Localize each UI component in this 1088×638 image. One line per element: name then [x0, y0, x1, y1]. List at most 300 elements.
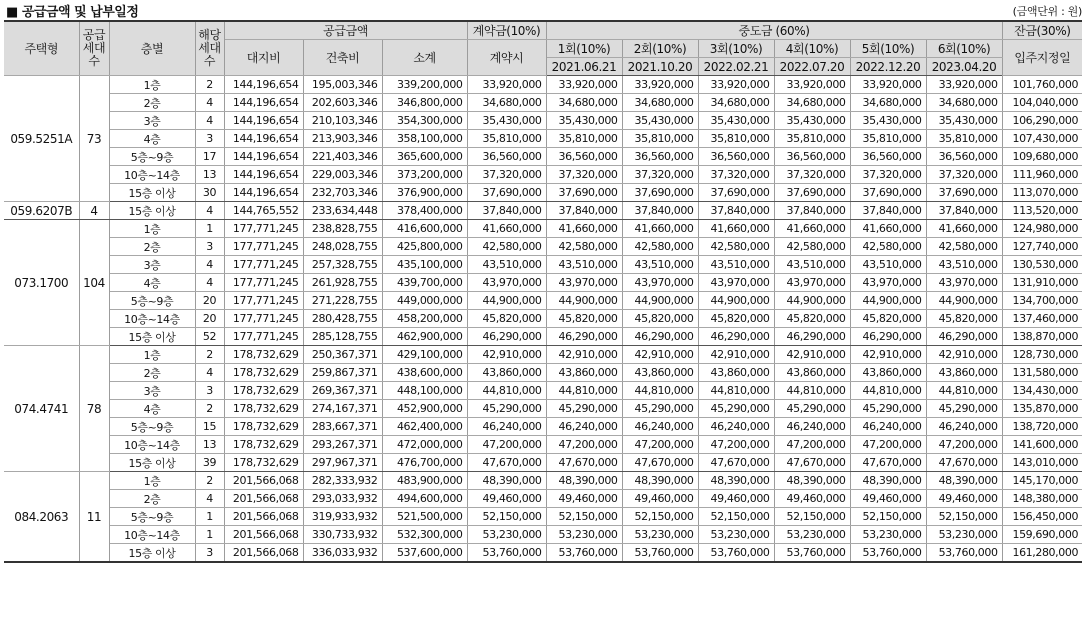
- cell-middle-payment: 45,820,000: [850, 310, 926, 328]
- table-body: [4, 76, 1082, 563]
- cell-deposit: 35,430,000: [467, 112, 546, 130]
- header-type: 주택형: [4, 21, 79, 76]
- cell-middle-payment: 46,240,000: [622, 418, 698, 436]
- cell-land: 144,196,654: [224, 76, 303, 94]
- cell-middle-payment: 37,690,000: [926, 184, 1002, 202]
- table-row: [4, 292, 1082, 310]
- cell-subtotal: 472,000,000: [382, 436, 467, 454]
- cell-middle-payment: 47,200,000: [926, 436, 1002, 454]
- cell-middle-payment: 43,510,000: [622, 256, 698, 274]
- cell-house-type: 059.6207B: [4, 202, 79, 220]
- cell-subtotal: 452,900,000: [382, 400, 467, 418]
- cell-balance: 104,040,000: [1002, 94, 1082, 112]
- cell-subtotal: 416,600,000: [382, 220, 467, 238]
- cell-building: 336,033,932: [303, 544, 382, 563]
- cell-balance: 131,580,000: [1002, 364, 1082, 382]
- cell-building: 210,103,346: [303, 112, 382, 130]
- cell-land: 177,771,245: [224, 256, 303, 274]
- cell-deposit: 45,820,000: [467, 310, 546, 328]
- cell-middle-payment: 33,920,000: [850, 76, 926, 94]
- table-row: [4, 400, 1082, 418]
- cell-middle-payment: 46,290,000: [850, 328, 926, 346]
- cell-subtotal: 449,000,000: [382, 292, 467, 310]
- cell-deposit: 43,970,000: [467, 274, 546, 292]
- cell-deposit: 47,200,000: [467, 436, 546, 454]
- cell-floor: 1층: [109, 220, 195, 238]
- cell-land: 178,732,629: [224, 454, 303, 472]
- cell-house-type: 074.4741: [4, 346, 79, 472]
- cell-middle-payment: 53,760,000: [622, 544, 698, 563]
- cell-units: 20: [195, 292, 224, 310]
- cell-balance: 141,600,000: [1002, 436, 1082, 454]
- cell-middle-payment: 43,970,000: [774, 274, 850, 292]
- cell-middle-payment: 53,760,000: [698, 544, 774, 563]
- cell-middle-payment: 47,200,000: [622, 436, 698, 454]
- cell-middle-payment: 36,560,000: [622, 148, 698, 166]
- cell-middle-payment: 37,320,000: [850, 166, 926, 184]
- header-installment-date: 2023.04.20: [926, 58, 1002, 76]
- cell-middle-payment: 35,430,000: [698, 112, 774, 130]
- cell-deposit: 44,810,000: [467, 382, 546, 400]
- cell-middle-payment: 35,810,000: [926, 130, 1002, 148]
- cell-floor: 1층: [109, 346, 195, 364]
- cell-middle-payment: 41,660,000: [850, 220, 926, 238]
- cell-floor: 3층: [109, 382, 195, 400]
- cell-subtotal: 438,600,000: [382, 364, 467, 382]
- cell-land: 201,566,068: [224, 544, 303, 563]
- cell-middle-payment: 45,820,000: [622, 310, 698, 328]
- table-row: [4, 256, 1082, 274]
- cell-middle-payment: 49,460,000: [774, 490, 850, 508]
- cell-building: 195,003,346: [303, 76, 382, 94]
- cell-supply-units: 78: [79, 346, 109, 472]
- cell-middle-payment: 43,860,000: [774, 364, 850, 382]
- cell-deposit: 49,460,000: [467, 490, 546, 508]
- cell-floor: 2층: [109, 490, 195, 508]
- cell-middle-payment: 52,150,000: [850, 508, 926, 526]
- cell-floor: 5층~9층: [109, 292, 195, 310]
- cell-building: 259,867,371: [303, 364, 382, 382]
- cell-middle-payment: 48,390,000: [546, 472, 622, 490]
- table-row: [4, 130, 1082, 148]
- cell-subtotal: 537,600,000: [382, 544, 467, 563]
- cell-deposit: 48,390,000: [467, 472, 546, 490]
- cell-middle-payment: 43,970,000: [698, 274, 774, 292]
- table-row: [4, 490, 1082, 508]
- cell-middle-payment: 35,430,000: [926, 112, 1002, 130]
- table-row: [4, 544, 1082, 563]
- cell-land: 178,732,629: [224, 382, 303, 400]
- header-installment-label: 1회(10%): [546, 40, 622, 58]
- cell-middle-payment: 52,150,000: [926, 508, 1002, 526]
- header-units: 해당세대수: [195, 21, 224, 76]
- cell-land: 201,566,068: [224, 472, 303, 490]
- cell-units: 4: [195, 94, 224, 112]
- cell-floor: 15층 이상: [109, 202, 195, 220]
- cell-building: 202,603,346: [303, 94, 382, 112]
- cell-units: 4: [195, 112, 224, 130]
- cell-middle-payment: 46,240,000: [698, 418, 774, 436]
- cell-middle-payment: 37,840,000: [546, 202, 622, 220]
- cell-balance: 130,530,000: [1002, 256, 1082, 274]
- cell-middle-payment: 43,510,000: [698, 256, 774, 274]
- cell-middle-payment: 47,200,000: [774, 436, 850, 454]
- cell-middle-payment: 35,430,000: [622, 112, 698, 130]
- cell-middle-payment: 42,580,000: [698, 238, 774, 256]
- table-row: [4, 220, 1082, 238]
- cell-middle-payment: 37,690,000: [850, 184, 926, 202]
- cell-middle-payment: 36,560,000: [926, 148, 1002, 166]
- cell-floor: 10층~14층: [109, 436, 195, 454]
- cell-middle-payment: 34,680,000: [774, 94, 850, 112]
- cell-deposit: 42,580,000: [467, 238, 546, 256]
- cell-units: 2: [195, 472, 224, 490]
- cell-units: 4: [195, 364, 224, 382]
- cell-middle-payment: 36,560,000: [850, 148, 926, 166]
- cell-building: 319,933,932: [303, 508, 382, 526]
- cell-middle-payment: 43,860,000: [850, 364, 926, 382]
- cell-middle-payment: 37,320,000: [546, 166, 622, 184]
- cell-units: 2: [195, 400, 224, 418]
- cell-middle-payment: 34,680,000: [926, 94, 1002, 112]
- cell-subtotal: 462,400,000: [382, 418, 467, 436]
- cell-units: 2: [195, 76, 224, 94]
- cell-subtotal: 494,600,000: [382, 490, 467, 508]
- cell-building: 229,003,346: [303, 166, 382, 184]
- cell-middle-payment: 37,320,000: [698, 166, 774, 184]
- cell-middle-payment: 37,840,000: [850, 202, 926, 220]
- cell-middle-payment: 46,290,000: [546, 328, 622, 346]
- cell-subtotal: 378,400,000: [382, 202, 467, 220]
- cell-middle-payment: 49,460,000: [850, 490, 926, 508]
- header-middle: 중도금 (60%): [546, 21, 1002, 40]
- cell-building: 282,333,932: [303, 472, 382, 490]
- cell-middle-payment: 42,910,000: [698, 346, 774, 364]
- cell-building: 285,128,755: [303, 328, 382, 346]
- cell-land: 177,771,245: [224, 238, 303, 256]
- cell-middle-payment: 37,320,000: [774, 166, 850, 184]
- cell-middle-payment: 37,840,000: [698, 202, 774, 220]
- cell-deposit: 35,810,000: [467, 130, 546, 148]
- cell-balance: 124,980,000: [1002, 220, 1082, 238]
- cell-middle-payment: 43,860,000: [698, 364, 774, 382]
- cell-middle-payment: 35,810,000: [850, 130, 926, 148]
- section-header: [0, 0, 1088, 20]
- cell-floor: 15층 이상: [109, 544, 195, 563]
- cell-deposit: 37,840,000: [467, 202, 546, 220]
- cell-house-type: 073.1700: [4, 220, 79, 346]
- cell-middle-payment: 42,910,000: [622, 346, 698, 364]
- cell-balance: 111,960,000: [1002, 166, 1082, 184]
- cell-building: 250,367,371: [303, 346, 382, 364]
- cell-units: 4: [195, 256, 224, 274]
- cell-deposit: 33,920,000: [467, 76, 546, 94]
- cell-floor: 15층 이상: [109, 328, 195, 346]
- cell-land: 178,732,629: [224, 346, 303, 364]
- cell-middle-payment: 44,900,000: [546, 292, 622, 310]
- cell-middle-payment: 41,660,000: [546, 220, 622, 238]
- cell-balance: 131,910,000: [1002, 274, 1082, 292]
- cell-units: 1: [195, 526, 224, 544]
- cell-building: 261,928,755: [303, 274, 382, 292]
- cell-units: 1: [195, 508, 224, 526]
- cell-middle-payment: 43,860,000: [546, 364, 622, 382]
- cell-middle-payment: 44,810,000: [622, 382, 698, 400]
- cell-land: 177,771,245: [224, 220, 303, 238]
- cell-middle-payment: 43,860,000: [926, 364, 1002, 382]
- cell-middle-payment: 42,910,000: [926, 346, 1002, 364]
- cell-middle-payment: 35,810,000: [774, 130, 850, 148]
- header-building: 건축비: [303, 40, 382, 76]
- cell-middle-payment: 42,580,000: [622, 238, 698, 256]
- cell-land: 178,732,629: [224, 418, 303, 436]
- cell-middle-payment: 45,290,000: [926, 400, 1002, 418]
- cell-middle-payment: 49,460,000: [926, 490, 1002, 508]
- header-deposit-when: 계약시: [467, 40, 546, 76]
- cell-middle-payment: 33,920,000: [698, 76, 774, 94]
- cell-building: 274,167,371: [303, 400, 382, 418]
- cell-units: 4: [195, 274, 224, 292]
- cell-deposit: 47,670,000: [467, 454, 546, 472]
- cell-land: 177,771,245: [224, 310, 303, 328]
- cell-balance: 135,870,000: [1002, 400, 1082, 418]
- cell-middle-payment: 37,690,000: [546, 184, 622, 202]
- cell-middle-payment: 52,150,000: [774, 508, 850, 526]
- cell-floor: 3층: [109, 256, 195, 274]
- cell-land: 201,566,068: [224, 508, 303, 526]
- cell-deposit: 44,900,000: [467, 292, 546, 310]
- cell-floor: 4층: [109, 400, 195, 418]
- cell-subtotal: 435,100,000: [382, 256, 467, 274]
- cell-middle-payment: 37,320,000: [926, 166, 1002, 184]
- table-row: [4, 184, 1082, 202]
- table-row: [4, 166, 1082, 184]
- cell-middle-payment: 44,900,000: [774, 292, 850, 310]
- cell-subtotal: 521,500,000: [382, 508, 467, 526]
- table-row: [4, 382, 1082, 400]
- cell-middle-payment: 47,670,000: [698, 454, 774, 472]
- cell-deposit: 46,290,000: [467, 328, 546, 346]
- cell-balance: 106,290,000: [1002, 112, 1082, 130]
- cell-floor: 5층~9층: [109, 148, 195, 166]
- cell-supply-units: 11: [79, 472, 109, 563]
- cell-deposit: 42,910,000: [467, 346, 546, 364]
- cell-middle-payment: 49,460,000: [546, 490, 622, 508]
- cell-middle-payment: 47,670,000: [926, 454, 1002, 472]
- cell-middle-payment: 43,970,000: [546, 274, 622, 292]
- cell-balance: 148,380,000: [1002, 490, 1082, 508]
- cell-building: 269,367,371: [303, 382, 382, 400]
- cell-middle-payment: 48,390,000: [622, 472, 698, 490]
- cell-middle-payment: 42,910,000: [850, 346, 926, 364]
- table-row: [4, 148, 1082, 166]
- cell-middle-payment: 53,760,000: [850, 544, 926, 563]
- cell-deposit: 45,290,000: [467, 400, 546, 418]
- cell-subtotal: 358,100,000: [382, 130, 467, 148]
- cell-middle-payment: 34,680,000: [546, 94, 622, 112]
- cell-floor: 2층: [109, 94, 195, 112]
- cell-subtotal: 458,200,000: [382, 310, 467, 328]
- cell-middle-payment: 34,680,000: [850, 94, 926, 112]
- cell-units: 3: [195, 130, 224, 148]
- cell-middle-payment: 42,580,000: [774, 238, 850, 256]
- table-row: [4, 310, 1082, 328]
- cell-deposit: 43,860,000: [467, 364, 546, 382]
- cell-middle-payment: 47,670,000: [622, 454, 698, 472]
- price-schedule-table: [4, 20, 1082, 563]
- cell-floor: 15층 이상: [109, 454, 195, 472]
- header-installment-label: 4회(10%): [774, 40, 850, 58]
- cell-supply-units: 4: [79, 202, 109, 220]
- cell-units: 20: [195, 310, 224, 328]
- cell-land: 144,765,552: [224, 202, 303, 220]
- cell-middle-payment: 44,900,000: [622, 292, 698, 310]
- cell-land: 178,732,629: [224, 436, 303, 454]
- cell-land: 144,196,654: [224, 148, 303, 166]
- header-land: 대지비: [224, 40, 303, 76]
- cell-middle-payment: 36,560,000: [698, 148, 774, 166]
- cell-middle-payment: 53,230,000: [926, 526, 1002, 544]
- section-title: ■ 공급금액 및 납부일정: [6, 5, 139, 20]
- cell-units: 3: [195, 238, 224, 256]
- cell-floor: 4층: [109, 130, 195, 148]
- cell-deposit: 34,680,000: [467, 94, 546, 112]
- cell-middle-payment: 46,240,000: [546, 418, 622, 436]
- cell-middle-payment: 44,810,000: [698, 382, 774, 400]
- cell-middle-payment: 44,900,000: [698, 292, 774, 310]
- cell-floor: 1층: [109, 472, 195, 490]
- cell-building: 257,328,755: [303, 256, 382, 274]
- cell-floor: 5층~9층: [109, 418, 195, 436]
- cell-middle-payment: 43,510,000: [926, 256, 1002, 274]
- cell-middle-payment: 45,820,000: [698, 310, 774, 328]
- cell-balance: 161,280,000: [1002, 544, 1082, 563]
- cell-deposit: 46,240,000: [467, 418, 546, 436]
- cell-units: 3: [195, 544, 224, 563]
- cell-building: 280,428,755: [303, 310, 382, 328]
- cell-middle-payment: 44,810,000: [774, 382, 850, 400]
- cell-land: 177,771,245: [224, 328, 303, 346]
- cell-middle-payment: 34,680,000: [698, 94, 774, 112]
- cell-middle-payment: 48,390,000: [698, 472, 774, 490]
- cell-subtotal: 532,300,000: [382, 526, 467, 544]
- cell-balance: 109,680,000: [1002, 148, 1082, 166]
- cell-deposit: 43,510,000: [467, 256, 546, 274]
- cell-land: 178,732,629: [224, 364, 303, 382]
- cell-land: 144,196,654: [224, 184, 303, 202]
- cell-middle-payment: 53,760,000: [926, 544, 1002, 563]
- cell-middle-payment: 44,810,000: [546, 382, 622, 400]
- cell-middle-payment: 45,290,000: [546, 400, 622, 418]
- cell-middle-payment: 43,970,000: [926, 274, 1002, 292]
- table-row: [4, 94, 1082, 112]
- cell-balance: 134,700,000: [1002, 292, 1082, 310]
- title-text: 공급금액 및 납부일정: [21, 5, 139, 20]
- cell-balance: 145,170,000: [1002, 472, 1082, 490]
- cell-middle-payment: 45,820,000: [546, 310, 622, 328]
- cell-land: 177,771,245: [224, 274, 303, 292]
- cell-floor: 2층: [109, 238, 195, 256]
- cell-subtotal: 429,100,000: [382, 346, 467, 364]
- cell-subtotal: 346,800,000: [382, 94, 467, 112]
- header-installment-label: 6회(10%): [926, 40, 1002, 58]
- cell-middle-payment: 35,810,000: [546, 130, 622, 148]
- table-row: [4, 346, 1082, 364]
- cell-balance: 113,520,000: [1002, 202, 1082, 220]
- cell-middle-payment: 47,670,000: [850, 454, 926, 472]
- cell-middle-payment: 45,820,000: [926, 310, 1002, 328]
- cell-land: 144,196,654: [224, 94, 303, 112]
- cell-middle-payment: 46,240,000: [774, 418, 850, 436]
- header-installment-date: 2022.12.20: [850, 58, 926, 76]
- cell-middle-payment: 35,810,000: [622, 130, 698, 148]
- header-supply: 공급세대수: [79, 21, 109, 76]
- header-installment-date: 2021.10.20: [622, 58, 698, 76]
- cell-floor: 15층 이상: [109, 184, 195, 202]
- cell-middle-payment: 37,690,000: [622, 184, 698, 202]
- table-row: [4, 328, 1082, 346]
- cell-middle-payment: 52,150,000: [698, 508, 774, 526]
- cell-building: 271,228,755: [303, 292, 382, 310]
- cell-building: 233,634,448: [303, 202, 382, 220]
- cell-middle-payment: 36,560,000: [774, 148, 850, 166]
- cell-units: 13: [195, 436, 224, 454]
- cell-middle-payment: 46,290,000: [926, 328, 1002, 346]
- cell-middle-payment: 46,290,000: [622, 328, 698, 346]
- cell-balance: 127,740,000: [1002, 238, 1082, 256]
- cell-units: 39: [195, 454, 224, 472]
- cell-units: 2: [195, 346, 224, 364]
- cell-subtotal: 339,200,000: [382, 76, 467, 94]
- cell-land: 177,771,245: [224, 292, 303, 310]
- cell-supply-units: 73: [79, 76, 109, 202]
- header-balance-when: 입주지정일: [1002, 40, 1082, 76]
- cell-subtotal: 365,600,000: [382, 148, 467, 166]
- cell-land: 144,196,654: [224, 130, 303, 148]
- cell-subtotal: 376,900,000: [382, 184, 467, 202]
- table-row: [4, 418, 1082, 436]
- cell-middle-payment: 44,810,000: [926, 382, 1002, 400]
- cell-middle-payment: 42,910,000: [774, 346, 850, 364]
- cell-middle-payment: 43,970,000: [622, 274, 698, 292]
- table-row: [4, 112, 1082, 130]
- header-installment-label: 5회(10%): [850, 40, 926, 58]
- cell-middle-payment: 35,810,000: [698, 130, 774, 148]
- cell-deposit: 36,560,000: [467, 148, 546, 166]
- cell-land: 201,566,068: [224, 526, 303, 544]
- cell-subtotal: 448,100,000: [382, 382, 467, 400]
- cell-deposit: 53,760,000: [467, 544, 546, 563]
- cell-middle-payment: 43,510,000: [546, 256, 622, 274]
- cell-middle-payment: 42,580,000: [546, 238, 622, 256]
- cell-building: 330,733,932: [303, 526, 382, 544]
- cell-middle-payment: 53,760,000: [546, 544, 622, 563]
- cell-units: 17: [195, 148, 224, 166]
- cell-building: 248,028,755: [303, 238, 382, 256]
- header-installment-date: 2022.07.20: [774, 58, 850, 76]
- cell-middle-payment: 47,200,000: [850, 436, 926, 454]
- cell-middle-payment: 52,150,000: [622, 508, 698, 526]
- cell-middle-payment: 41,660,000: [926, 220, 1002, 238]
- cell-balance: 137,460,000: [1002, 310, 1082, 328]
- table-row: [4, 238, 1082, 256]
- cell-middle-payment: 44,900,000: [926, 292, 1002, 310]
- cell-middle-payment: 41,660,000: [622, 220, 698, 238]
- cell-middle-payment: 33,920,000: [774, 76, 850, 94]
- header-subtotal: 소계: [382, 40, 467, 76]
- cell-middle-payment: 47,200,000: [698, 436, 774, 454]
- table-row: [4, 472, 1082, 490]
